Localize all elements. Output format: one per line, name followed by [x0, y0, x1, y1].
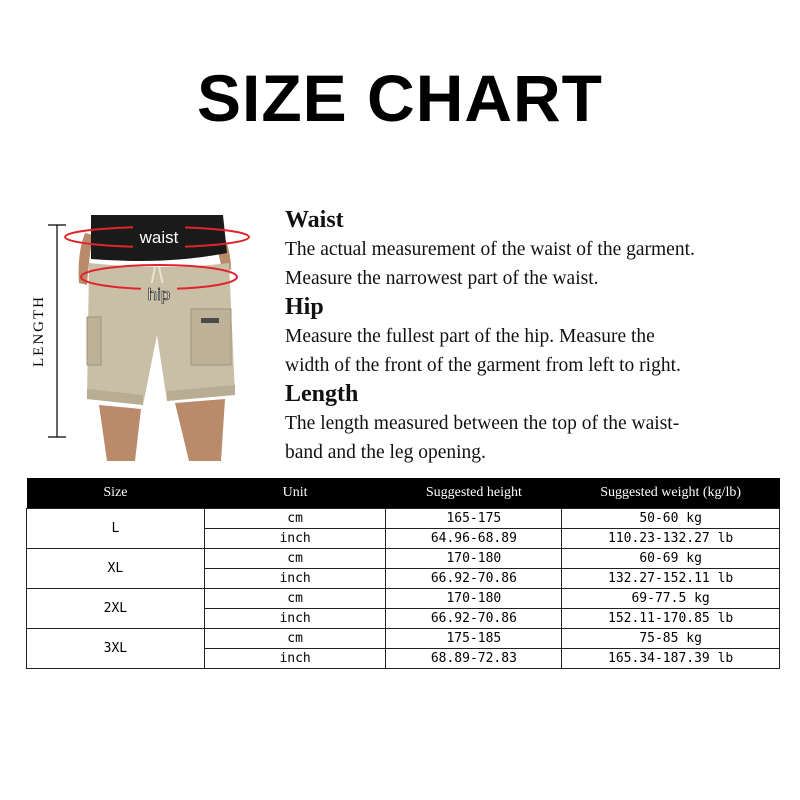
size-table [26, 478, 780, 669]
waist-text: The actual measurement of the waist of the garment. [285, 239, 695, 260]
right-leg [175, 399, 225, 461]
table-header-row [27, 478, 780, 509]
length-text: The length measured between the top of the waist- [285, 413, 680, 434]
left-leg [99, 405, 141, 461]
unit-cell: cm [204, 549, 386, 569]
hip-text: Measure the fullest part of the hip. Measure the [285, 326, 655, 347]
size-cell: 2XL [27, 589, 205, 629]
hip-text: width of the front of the garment from left to right. [285, 355, 681, 376]
height-cell: 66.92-70.86 [386, 569, 562, 589]
hip-heading: Hip [285, 294, 324, 320]
size-cell: XL [27, 549, 205, 589]
weight-cell: 50-60 kg [562, 509, 780, 529]
length-ruler [31, 225, 66, 437]
waist-label: waist [139, 228, 179, 247]
unit-cell: inch [204, 569, 386, 589]
length-text: band and the leg opening. [285, 442, 486, 463]
size-cell: 3XL [27, 629, 205, 669]
measurement-descriptions [285, 206, 785, 467]
page-title: SIZE CHART [197, 61, 603, 135]
unit-cell: cm [204, 629, 386, 649]
height-cell: 170-180 [386, 549, 562, 569]
height-cell: 170-180 [386, 589, 562, 609]
hip-label: hip [147, 285, 171, 304]
weight-cell: 110.23-132.27 lb [562, 529, 780, 549]
shorts-figure-svg [25, 205, 275, 470]
cargo-pocket-right [191, 309, 231, 365]
waist-text: Measure the narrowest part of the waist. [285, 268, 599, 289]
height-cell: 64.96-68.89 [386, 529, 562, 549]
weight-cell: 165.34-187.39 lb [562, 649, 780, 669]
shorts-illustration [25, 205, 275, 470]
size-cell: L [27, 509, 205, 549]
unit-cell: inch [204, 529, 386, 549]
cargo-pocket-left [87, 317, 101, 365]
brand-tag [201, 318, 219, 323]
height-cell: 66.92-70.86 [386, 609, 562, 629]
weight-cell: 132.27-152.11 lb [562, 569, 780, 589]
weight-cell: 60-69 kg [562, 549, 780, 569]
table-row [27, 629, 780, 649]
table-row [27, 549, 780, 569]
unit-cell: inch [204, 649, 386, 669]
length-label: LENGTH [31, 295, 47, 367]
weight-cell: 75-85 kg [562, 629, 780, 649]
height-cell: 175-185 [386, 629, 562, 649]
weight-cell: 152.11-170.85 lb [562, 609, 780, 629]
header-unit: Unit [204, 478, 386, 509]
table-row [27, 589, 780, 609]
unit-cell: cm [204, 509, 386, 529]
header-weight: Suggested weight (kg/lb) [562, 478, 780, 509]
table-row [27, 509, 780, 529]
header-size: Size [27, 478, 205, 509]
height-cell: 165-175 [386, 509, 562, 529]
height-cell: 68.89-72.83 [386, 649, 562, 669]
waist-heading: Waist [285, 207, 344, 233]
unit-cell: inch [204, 609, 386, 629]
header-height: Suggested height [386, 478, 562, 509]
unit-cell: cm [204, 589, 386, 609]
weight-cell: 69-77.5 kg [562, 589, 780, 609]
length-heading: Length [285, 381, 359, 407]
